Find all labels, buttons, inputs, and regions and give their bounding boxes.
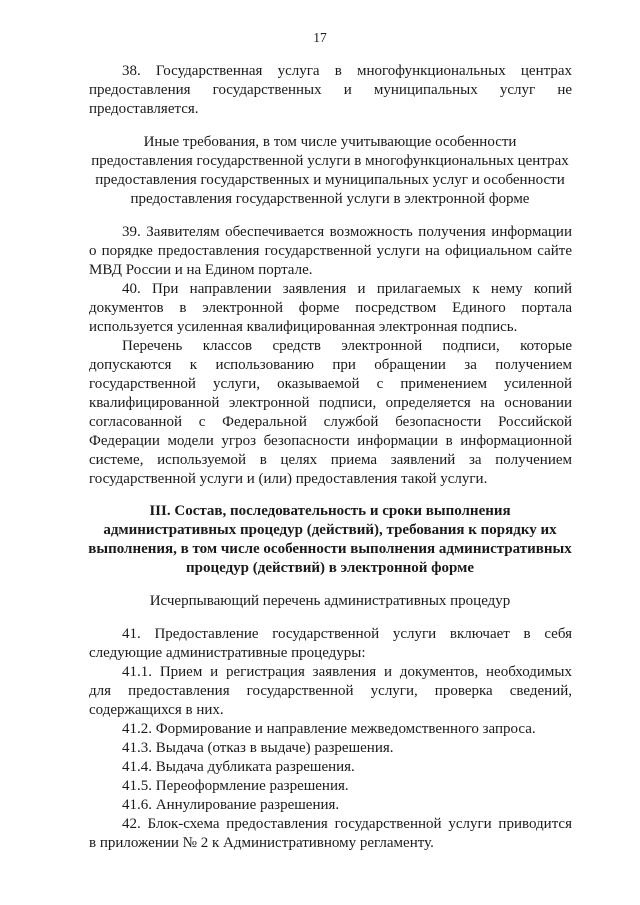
heading-line: процедур (действий) в электронной форме: [185, 560, 475, 576]
text-line: государственной услуги, оказываемой с применением усиленной: [89, 376, 572, 392]
text-line: предоставляется.: [89, 101, 199, 117]
text-line: в приложении № 2 к Административному регламенту.: [89, 835, 434, 851]
text-line: следующие административные процедуры:: [89, 645, 366, 661]
text-line: 38. Государственная услуга в многофункциональных центрах: [122, 63, 572, 79]
text-line: предоставления государственных и муниципальных услуг не: [89, 82, 572, 98]
heading-line: административных процедур (действий), требования к порядку их: [103, 522, 557, 538]
text-line: квалифицированной электронной подписи, определяется на основании: [89, 395, 572, 411]
heading-line: предоставления государственной услуги в многофункциональных центрах: [91, 153, 569, 169]
subheading-procedures-list: Исчерпывающий перечень административных процедур: [149, 593, 511, 609]
text-line: Перечень классов средств электронной подписи, которые: [122, 338, 572, 354]
text-line: 40. При направлении заявления и прилагаемых к нему копий: [122, 281, 572, 297]
text-line: государственной услуги и (или) предоставления такой услуги.: [89, 471, 488, 487]
text-line: 41. Предоставление государственной услуги включает в себя: [122, 626, 572, 642]
list-item: 41.4. Выдача дубликата разрешения.: [122, 759, 355, 775]
list-item: 41.6. Аннулирование разрешения.: [122, 797, 340, 813]
heading-line: предоставления государственной услуги в электронной форме: [130, 191, 530, 207]
text-line: 42. Блок-схема предоставления государственной услуги приводится: [122, 816, 572, 832]
text-line: Федерации модели угроз безопасности информации в информационной: [89, 433, 572, 449]
text-line: допускаются к использованию при обращении за получением: [89, 357, 572, 373]
text-line: содержащихся в них.: [89, 702, 224, 718]
text-line: системе, используемой в целях приема заявлений за получением: [89, 452, 572, 468]
text-line: о порядке предоставления государственной услуги на официальном сайте: [89, 243, 572, 259]
list-item: 41.2. Формирование и направление межведомственного запроса.: [122, 721, 536, 737]
heading-line: предоставления государственных и муниципальных услуг и особенности: [95, 172, 565, 188]
heading-line: выполнения, в том числе особенности выполнения административных: [88, 541, 572, 557]
heading-line: III. Состав, последовательность и сроки выполнения: [149, 503, 511, 519]
text-line: 41.1. Прием и регистрация заявления и документов, необходимых: [122, 664, 572, 680]
text-line: МВД России и на Едином портале.: [89, 262, 313, 278]
text-line: 39. Заявителям обеспечивается возможность получения информации: [122, 224, 572, 240]
list-item: 41.5. Переоформление разрешения.: [122, 778, 349, 794]
text-line: согласованной с Федеральной службой безопасности Российской: [89, 414, 572, 430]
text-line: документов в электронной форме посредством Единого портала: [89, 300, 572, 316]
text-line: для предоставления государственной услуги, проверка сведений,: [89, 683, 572, 699]
text-line: используется усиленная квалифицированная электронная подпись.: [89, 319, 518, 335]
page-number: 17: [313, 30, 327, 45]
list-item: 41.3. Выдача (отказ в выдаче) разрешения.: [122, 740, 394, 756]
heading-line: Иные требования, в том числе учитывающие особенности: [143, 134, 517, 150]
